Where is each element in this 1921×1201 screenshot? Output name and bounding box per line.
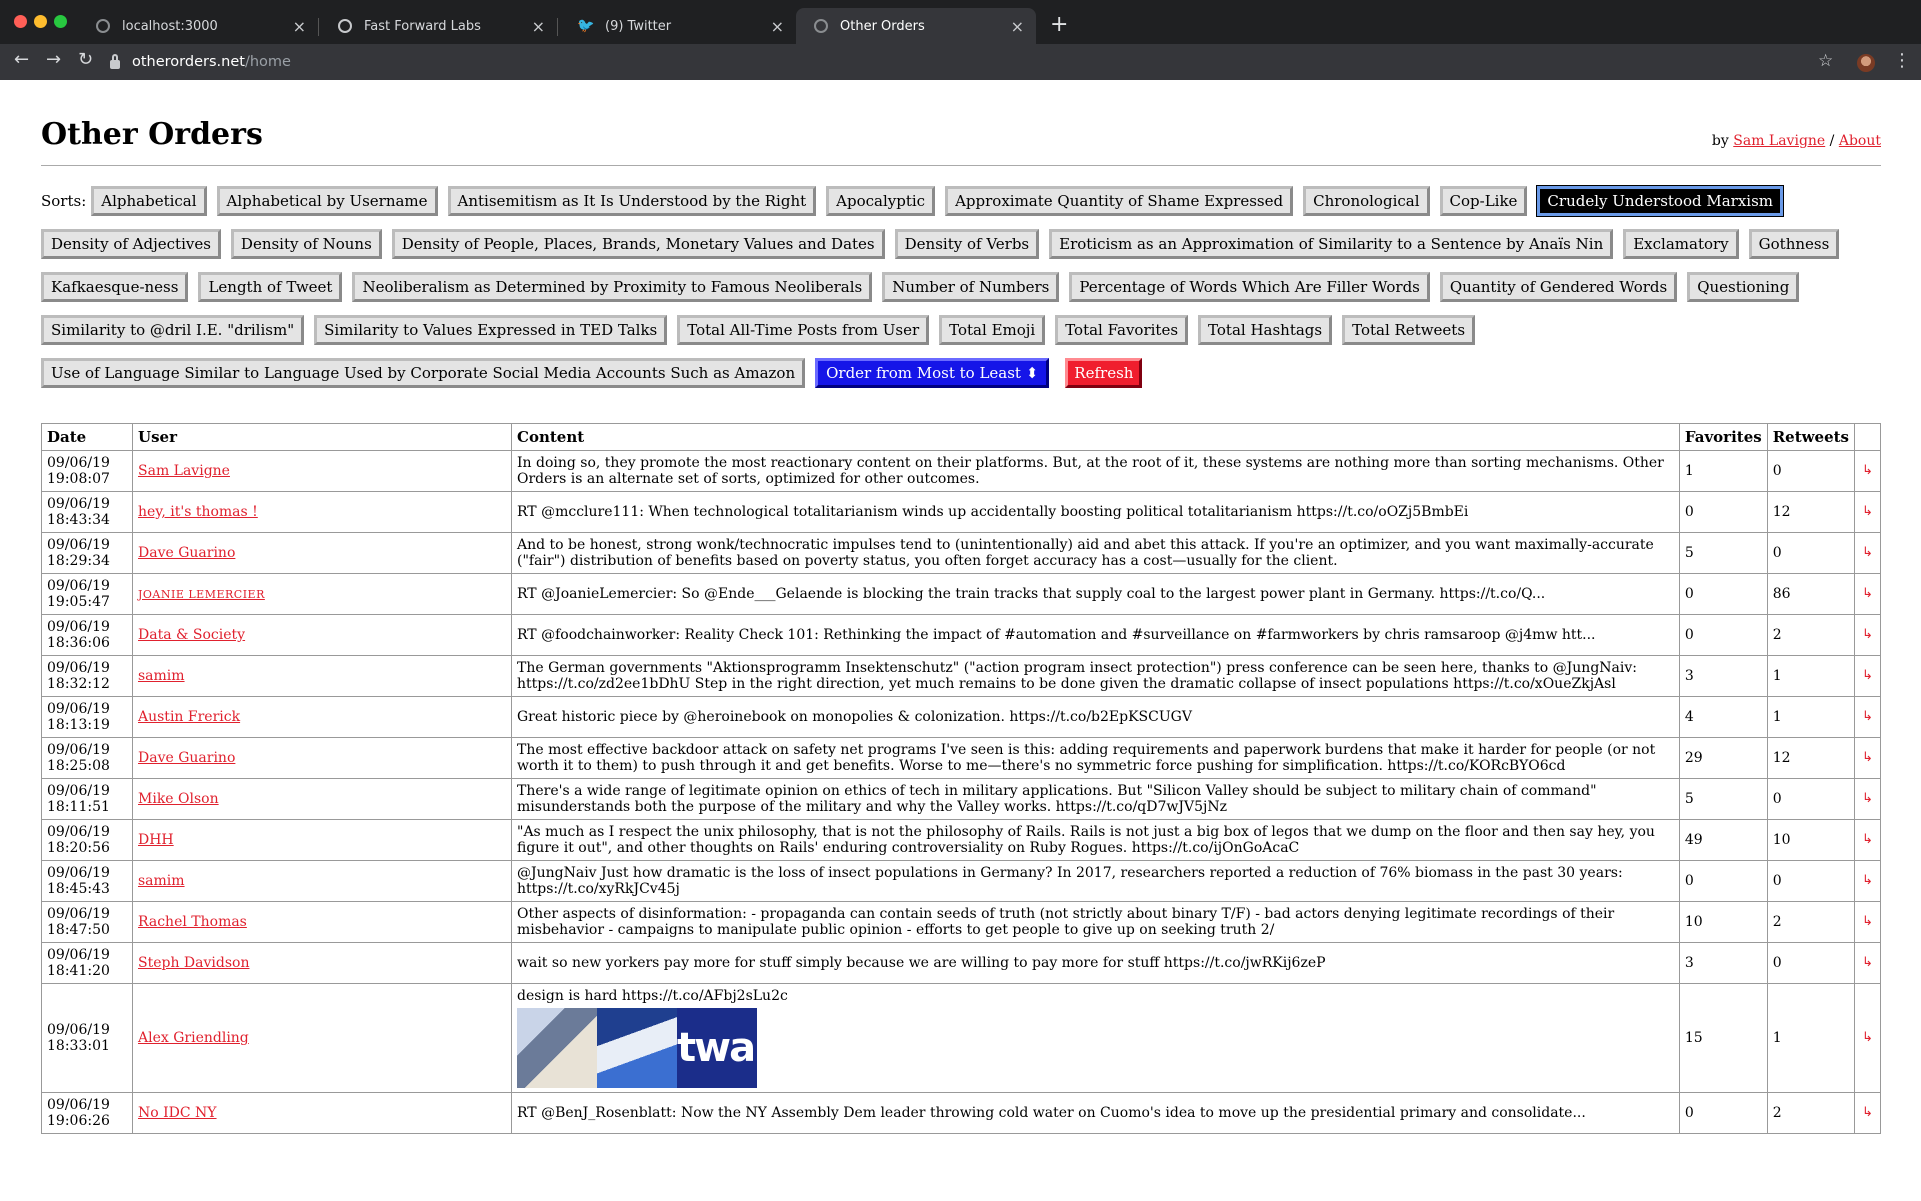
sort-button[interactable]: Density of Nouns	[231, 229, 382, 259]
link-arrow-icon[interactable]: ↳	[1862, 1030, 1873, 1045]
header-retweets[interactable]: Retweets	[1767, 424, 1854, 451]
user-link[interactable]: Austin Frerick	[138, 709, 241, 725]
tab-label: localhost:3000	[122, 18, 218, 34]
cell-favorites: 49	[1679, 820, 1767, 861]
browser-toolbar	[0, 44, 1921, 80]
cell-favorites: 0	[1679, 574, 1767, 615]
cell-content	[512, 697, 1680, 738]
cell-content	[512, 574, 1680, 615]
cell-date: 09/06/19 18:33:01	[42, 984, 133, 1093]
user-link[interactable]: Alex Griendling	[138, 1030, 249, 1046]
table-row	[42, 943, 1881, 984]
open-tweet-link[interactable]	[1855, 451, 1881, 492]
user-link[interactable]: samim	[138, 873, 185, 889]
cell-content	[512, 902, 1680, 943]
cell-user	[133, 779, 512, 820]
cell-content	[512, 615, 1680, 656]
user-link[interactable]: samim	[138, 668, 185, 684]
page	[41, 80, 1881, 1129]
sort-button[interactable]: Use of Language Similar to Language Used by Corporate Social Media Accounts Such as Amazon	[41, 358, 805, 388]
url-host: otherorders.net	[132, 54, 245, 70]
cell-date: 09/06/19 18:36:06	[42, 615, 133, 656]
sort-button[interactable]: Density of Adjectives	[41, 229, 221, 259]
sort-button[interactable]: Approximate Quantity of Shame Expressed	[945, 186, 1293, 216]
bookmark-star-icon[interactable]: ☆	[1818, 51, 1834, 71]
link-arrow-icon[interactable]: ↳	[1862, 750, 1873, 765]
user-link[interactable]: Steph Davidson	[138, 955, 250, 971]
tweet-text: Great historic piece by @heroinebook on monopolies & colonization. https://t.co/b2EpKSCUGV	[517, 709, 1192, 725]
table-row	[42, 574, 1881, 615]
tweet-text: wait so new yorkers pay more for stuff simply because we are willing to pay more for stuff https://t.co/jwRKij6zeP	[517, 955, 1326, 971]
address-bar[interactable]	[110, 48, 1830, 76]
sort-button[interactable]: Questioning	[1687, 272, 1799, 302]
cell-content	[512, 861, 1680, 902]
tweet-media[interactable]	[517, 1008, 1674, 1088]
cell-retweets: 1	[1767, 984, 1854, 1093]
cell-content	[512, 1093, 1680, 1134]
cell-retweets: 2	[1767, 902, 1854, 943]
refresh-button[interactable]: Refresh	[1065, 358, 1142, 388]
sort-button[interactable]: Cop-Like	[1440, 186, 1528, 216]
cell-retweets: 12	[1767, 738, 1854, 779]
tweet-text: There's a wide range of legitimate opinion on ethics of tech in military applications. But "Silicon Valley should be subject to military chain of command" misunderstands both the purpose of the military and why the Valley works. https://t.co/qD7wJV5jNz	[517, 783, 1597, 815]
user-link[interactable]: Rachel Thomas	[138, 914, 247, 930]
cell-content	[512, 533, 1680, 574]
new-tab-button[interactable]: +	[1050, 12, 1069, 37]
browser-tab-active[interactable]	[796, 8, 1036, 44]
sort-button[interactable]: Total All-Time Posts from User	[677, 315, 929, 345]
cell-user	[133, 574, 512, 615]
header-date[interactable]: Date	[42, 424, 133, 451]
table-row	[42, 615, 1881, 656]
cell-favorites: 4	[1679, 697, 1767, 738]
tweet-text: RT @foodchainworker: Reality Check 101: Rethinking the impact of #automation and #surveillance on #farmworkers by chris ramsaroop @j4mw htt...	[517, 627, 1596, 643]
cell-date: 09/06/19 19:08:07	[42, 451, 133, 492]
cell-user	[133, 615, 512, 656]
open-tweet-link[interactable]	[1855, 820, 1881, 861]
cell-retweets: 0	[1767, 861, 1854, 902]
user-link[interactable]: Data & Society	[138, 627, 246, 643]
link-arrow-icon[interactable]: ↳	[1862, 504, 1873, 519]
tweet-text: And to be honest, strong wonk/technocratic impulses tend to (unintentionally) aid and abet this attack. If you're an optimizer, and you want maximally-accurate ("fair") distribution of benefits based on poverty status, you often forget accuracy has a cost—usually for the client.	[517, 537, 1654, 569]
cell-date: 09/06/19 19:05:47	[42, 574, 133, 615]
table-row	[42, 779, 1881, 820]
browser-tab[interactable]	[559, 8, 796, 44]
cell-content	[512, 451, 1680, 492]
cell-retweets: 2	[1767, 1093, 1854, 1134]
sort-button[interactable]: Chronological	[1303, 186, 1429, 216]
open-tweet-link[interactable]	[1855, 943, 1881, 984]
header-user[interactable]: User	[133, 424, 512, 451]
cell-user	[133, 943, 512, 984]
cell-favorites: 5	[1679, 779, 1767, 820]
cell-retweets: 0	[1767, 779, 1854, 820]
tab-divider	[557, 18, 558, 36]
cell-date: 09/06/19 18:32:12	[42, 656, 133, 697]
table-row	[42, 902, 1881, 943]
open-tweet-link[interactable]	[1855, 697, 1881, 738]
cell-favorites: 3	[1679, 656, 1767, 697]
table-header-row	[42, 424, 1881, 451]
cell-retweets: 0	[1767, 533, 1854, 574]
cell-user	[133, 984, 512, 1093]
cell-retweets: 1	[1767, 697, 1854, 738]
sort-button[interactable]: Apocalyptic	[826, 186, 935, 216]
link-arrow-icon[interactable]: ↳	[1862, 791, 1873, 806]
link-arrow-icon[interactable]: ↳	[1862, 627, 1873, 642]
cell-user	[133, 902, 512, 943]
sort-button[interactable]: Total Retweets	[1342, 315, 1475, 345]
open-tweet-link[interactable]	[1855, 902, 1881, 943]
sort-button[interactable]: Alphabetical	[91, 186, 206, 216]
open-tweet-link[interactable]	[1855, 779, 1881, 820]
table-body	[42, 451, 1881, 1134]
table-row	[42, 984, 1881, 1093]
byline-prefix: by	[1711, 133, 1729, 149]
cell-favorites: 0	[1679, 615, 1767, 656]
browser-tab-bar	[0, 0, 1921, 44]
cell-favorites: 0	[1679, 492, 1767, 533]
open-tweet-link[interactable]	[1855, 615, 1881, 656]
cell-content	[512, 492, 1680, 533]
cell-retweets: 0	[1767, 943, 1854, 984]
cell-date: 09/06/19 18:43:34	[42, 492, 133, 533]
cell-content	[512, 656, 1680, 697]
tweet-text: RT @JoanieLemercier: So @Ende___Gelaende is blocking the train tracks that supply coal to the largest power plant in Germany. https://t.co/Q...	[517, 586, 1546, 602]
sort-button[interactable]: Total Emoji	[939, 315, 1045, 345]
open-tweet-link[interactable]	[1855, 574, 1881, 615]
cell-user	[133, 1093, 512, 1134]
cell-user	[133, 656, 512, 697]
cell-date: 09/06/19 18:45:43	[42, 861, 133, 902]
link-arrow-icon[interactable]: ↳	[1862, 463, 1873, 478]
user-link[interactable]: Dave Guarino	[138, 545, 236, 561]
table-row	[42, 533, 1881, 574]
tweet-text: The German governments "Aktionsprogramm Insektenschutz" ("action program insect protection") press conference can be seen here, thanks to @JungNaiv: https://t.co/zd2ee1bDhU Step in the right direction, yet much remains to be done given the dramatic collapse of insect populations https://t.co/xOueZkjAsl	[517, 660, 1637, 692]
user-link[interactable]: Dave Guarino	[138, 750, 236, 766]
tweet-text: In doing so, they promote the most reactionary content on their platforms. But, at the root of it, these systems are nothing more than sorting mechanisms. Other Orders is an alternate set of sorts, optimized for other outcomes.	[517, 455, 1664, 487]
link-arrow-icon[interactable]: ↳	[1862, 586, 1873, 601]
byline-separator: /	[1829, 133, 1835, 149]
sort-button[interactable]: Density of Verbs	[895, 229, 1039, 259]
sort-button[interactable]: Number of Numbers	[882, 272, 1059, 302]
cell-favorites: 29	[1679, 738, 1767, 779]
open-tweet-link[interactable]	[1855, 656, 1881, 697]
open-tweet-link[interactable]	[1855, 984, 1881, 1093]
close-icon[interactable]: ×	[770, 16, 784, 36]
open-tweet-link[interactable]	[1855, 533, 1881, 574]
link-arrow-icon[interactable]: ↳	[1862, 955, 1873, 970]
cell-date: 09/06/19 18:25:08	[42, 738, 133, 779]
author-link[interactable]: Sam Lavigne	[1733, 133, 1826, 149]
cell-retweets: 86	[1767, 574, 1854, 615]
tweets-table	[41, 423, 1881, 1134]
table-row	[42, 451, 1881, 492]
open-tweet-link[interactable]	[1855, 861, 1881, 902]
cell-retweets: 12	[1767, 492, 1854, 533]
sort-button[interactable]: Antisemitism as It Is Understood by the Right	[448, 186, 817, 216]
sort-button[interactable]: Eroticism as an Approximation of Similarity to a Sentence by Anaïs Nin	[1049, 229, 1613, 259]
cell-retweets: 1	[1767, 656, 1854, 697]
forward-arrow-icon[interactable]: →	[46, 49, 62, 70]
cell-favorites: 0	[1679, 1093, 1767, 1134]
globe-icon	[814, 19, 828, 33]
sort-button[interactable]: Crudely Understood Marxism	[1537, 186, 1783, 216]
sorts-bar	[41, 186, 1881, 388]
tweet-text: The most effective backdoor attack on safety net programs I've seen is this: adding requirements and paperwork burdens that make it harder for people (or not worth it to them) to push through it and get benefits. Worse to me—there's no symmetric force pushing for simplification. https://t.co/KORcBYO6cd	[517, 742, 1656, 774]
link-arrow-icon[interactable]: ↳	[1862, 832, 1873, 847]
tweet-text: design is hard https://t.co/AFbj2sLu2c	[517, 988, 788, 1004]
sort-button[interactable]: Similarity to Values Expressed in TED Talks	[314, 315, 667, 345]
sort-button[interactable]: Density of People, Places, Brands, Monetary Values and Dates	[392, 229, 885, 259]
cell-favorites: 10	[1679, 902, 1767, 943]
cell-content	[512, 738, 1680, 779]
sort-button[interactable]: Neoliberalism as Determined by Proximity to Famous Neoliberals	[352, 272, 872, 302]
user-link[interactable]: JOANIE LEMERCIER	[138, 587, 265, 601]
tab-label: Other Orders	[840, 18, 925, 34]
table-row	[42, 738, 1881, 779]
sort-button[interactable]: Kafkaesque-ness	[41, 272, 188, 302]
header-link	[1855, 424, 1881, 451]
kebab-menu-icon[interactable]: ⋮	[1893, 50, 1911, 71]
window-close-button[interactable]	[14, 15, 27, 28]
sort-button[interactable]: Total Hashtags	[1198, 315, 1332, 345]
cell-user	[133, 533, 512, 574]
cell-favorites: 1	[1679, 451, 1767, 492]
media-thumbnail[interactable]	[677, 1008, 757, 1088]
open-tweet-link[interactable]	[1855, 492, 1881, 533]
byline	[1712, 133, 1881, 149]
tweet-text: "As much as I respect the unix philosophy, that is not the philosophy of Rails. Rails is not just a big box of legos that we dump on the floor and then say hey, you figure it out", and other thoughts on Rails' enduring controversiality on Ruby Rogues. https://t.co/ijOnGoAcaC	[517, 824, 1655, 856]
sort-button[interactable]: Percentage of Words Which Are Filler Words	[1069, 272, 1430, 302]
header-content[interactable]: Content	[512, 424, 1680, 451]
twitter-icon: 🐦	[577, 18, 595, 34]
tweet-text: RT @mcclure111: When technological totalitarianism winds up accidentally boosting political totalitarianism https://t.co/oOZj5BmbEi	[517, 504, 1469, 520]
reload-icon[interactable]: ↻	[78, 49, 94, 70]
cell-user	[133, 492, 512, 533]
user-link[interactable]: Mike Olson	[138, 791, 219, 807]
github-icon	[338, 19, 352, 33]
cell-date: 09/06/19 18:47:50	[42, 902, 133, 943]
cell-content	[512, 984, 1680, 1093]
sort-button[interactable]: Quantity of Gendered Words	[1440, 272, 1677, 302]
cell-user	[133, 697, 512, 738]
cell-content	[512, 943, 1680, 984]
sorts-label: Sorts:	[41, 192, 87, 210]
cell-date: 09/06/19 18:11:51	[42, 779, 133, 820]
open-tweet-link[interactable]	[1855, 1093, 1881, 1134]
tab-divider	[318, 18, 319, 36]
lock-icon	[110, 60, 120, 69]
link-arrow-icon[interactable]: ↳	[1862, 545, 1873, 560]
cell-user	[133, 820, 512, 861]
page-title: Other Orders	[41, 117, 263, 152]
link-arrow-icon[interactable]: ↳	[1862, 668, 1873, 683]
user-link[interactable]: Sam Lavigne	[138, 463, 230, 479]
thumbnail-text: twa	[677, 1025, 755, 1071]
cell-retweets: 10	[1767, 820, 1854, 861]
cell-date: 09/06/19 18:41:20	[42, 943, 133, 984]
window-minimize-button[interactable]	[34, 15, 47, 28]
globe-icon	[96, 19, 110, 33]
cell-user	[133, 451, 512, 492]
table-row	[42, 1093, 1881, 1134]
cell-date: 09/06/19 18:29:34	[42, 533, 133, 574]
table-row	[42, 656, 1881, 697]
url-path: /home	[244, 54, 291, 70]
table-row	[42, 820, 1881, 861]
table-row	[42, 697, 1881, 738]
sort-button[interactable]: Length of Tweet	[198, 272, 342, 302]
browser-tab[interactable]	[320, 8, 557, 44]
link-arrow-icon[interactable]: ↳	[1862, 709, 1873, 724]
cell-date: 09/06/19 18:20:56	[42, 820, 133, 861]
table-row	[42, 492, 1881, 533]
cell-favorites: 15	[1679, 984, 1767, 1093]
media-thumbnail[interactable]	[517, 1008, 597, 1088]
cell-content	[512, 820, 1680, 861]
back-arrow-icon[interactable]: ←	[14, 49, 30, 70]
link-arrow-icon[interactable]: ↳	[1862, 914, 1873, 929]
profile-avatar[interactable]	[1857, 54, 1875, 72]
cell-favorites: 3	[1679, 943, 1767, 984]
sort-button[interactable]: Exclamatory	[1623, 229, 1738, 259]
tweet-text: @JungNaiv Just how dramatic is the loss of insect populations in Germany? In 2017, researchers reported a reduction of 76% biomass in the past 30 years: https://t.co/xyRkJCv45j	[517, 865, 1623, 897]
tweet-text: Other aspects of disinformation: - propaganda can contain seeds of truth (not strictly about binary T/F) - bad actors denying legitimate recordings of their misbehavior - campaigns to manipulate public opinion - efforts to get people to give up on seeking truth 2/	[517, 906, 1615, 938]
window-zoom-button[interactable]	[54, 15, 67, 28]
sort-button[interactable]: Alphabetical by Username	[217, 186, 438, 216]
cell-content	[512, 779, 1680, 820]
about-link[interactable]: About	[1838, 133, 1881, 149]
user-link[interactable]: DHH	[138, 832, 174, 848]
cell-retweets: 0	[1767, 451, 1854, 492]
user-link[interactable]: No IDC NY	[138, 1105, 217, 1121]
cell-favorites: 5	[1679, 533, 1767, 574]
close-icon[interactable]: ×	[292, 16, 306, 36]
tab-label: (9) Twitter	[605, 18, 672, 34]
link-arrow-icon[interactable]: ↳	[1862, 1105, 1873, 1120]
browser-tab[interactable]	[78, 8, 318, 44]
user-link[interactable]: hey, it's thomas !	[138, 504, 258, 520]
cell-date: 09/06/19 18:13:19	[42, 697, 133, 738]
cell-user	[133, 738, 512, 779]
cell-retweets: 2	[1767, 615, 1854, 656]
page-header	[41, 80, 1881, 166]
open-tweet-link[interactable]	[1855, 738, 1881, 779]
sort-button[interactable]: Similarity to @dril I.E. "drilism"	[41, 315, 304, 345]
cell-favorites: 0	[1679, 861, 1767, 902]
close-icon[interactable]: ×	[1010, 16, 1024, 36]
sort-button[interactable]: Total Favorites	[1055, 315, 1188, 345]
header-favorites[interactable]: Favorites	[1679, 424, 1767, 451]
close-icon[interactable]: ×	[531, 16, 545, 36]
tweet-text: RT @BenJ_Rosenblatt: Now the NY Assembly Dem leader throwing cold water on Cuomo's idea to move up the presidential primary and consolidate...	[517, 1105, 1586, 1121]
link-arrow-icon[interactable]: ↳	[1862, 873, 1873, 888]
sort-button[interactable]: Gothness	[1749, 229, 1840, 259]
cell-date: 09/06/19 19:06:26	[42, 1093, 133, 1134]
order-select[interactable]: Order from Most to Least ⬍	[815, 358, 1049, 388]
media-thumbnail[interactable]	[597, 1008, 677, 1088]
tab-label: Fast Forward Labs	[364, 18, 481, 34]
cell-user	[133, 861, 512, 902]
table-row	[42, 861, 1881, 902]
